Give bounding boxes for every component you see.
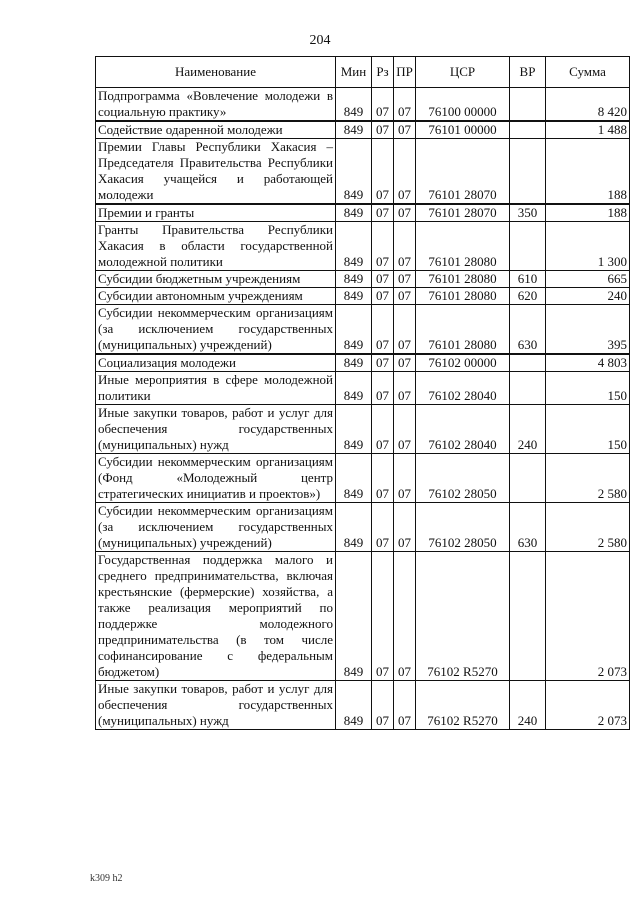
row-sum: 2 073 bbox=[546, 552, 630, 681]
row-csr: 76102 28050 bbox=[416, 454, 510, 503]
row-csr: 76101 28080 bbox=[416, 222, 510, 271]
row-vr: 350 bbox=[510, 204, 546, 222]
row-min: 849 bbox=[336, 88, 372, 122]
row-csr: 76101 00000 bbox=[416, 121, 510, 139]
table-row bbox=[96, 405, 630, 454]
row-sum: 8 420 bbox=[546, 88, 630, 122]
row-csr: 76102 28040 bbox=[416, 405, 510, 454]
table-row bbox=[96, 354, 630, 372]
header-csr: ЦСР bbox=[416, 57, 510, 88]
table-row bbox=[96, 271, 630, 288]
row-pr: 07 bbox=[394, 305, 416, 355]
row-sum: 150 bbox=[546, 405, 630, 454]
row-vr bbox=[510, 454, 546, 503]
row-pr: 07 bbox=[394, 222, 416, 271]
row-min: 849 bbox=[336, 372, 372, 405]
row-rz: 07 bbox=[372, 121, 394, 139]
row-vr bbox=[510, 354, 546, 372]
table-row bbox=[96, 503, 630, 552]
row-min: 849 bbox=[336, 121, 372, 139]
row-pr: 07 bbox=[394, 88, 416, 122]
table-row bbox=[96, 222, 630, 271]
row-vr: 620 bbox=[510, 288, 546, 305]
row-name: Премии и гранты bbox=[96, 204, 336, 222]
row-name: Субсидии некоммерческим организациям (за исключением государственных (муниципальных) учреждений) bbox=[96, 305, 336, 355]
row-csr: 76102 28050 bbox=[416, 503, 510, 552]
row-name: Социализация молодежи bbox=[96, 354, 336, 372]
header-pr: ПР bbox=[394, 57, 416, 88]
row-pr: 07 bbox=[394, 139, 416, 205]
row-sum: 150 bbox=[546, 372, 630, 405]
row-sum: 2 580 bbox=[546, 454, 630, 503]
row-csr: 76102 R5270 bbox=[416, 681, 510, 730]
table-row bbox=[96, 139, 630, 205]
row-rz: 07 bbox=[372, 288, 394, 305]
row-sum: 395 bbox=[546, 305, 630, 355]
table-row bbox=[96, 288, 630, 305]
row-csr: 76101 28070 bbox=[416, 204, 510, 222]
row-min: 849 bbox=[336, 354, 372, 372]
row-sum: 1 300 bbox=[546, 222, 630, 271]
row-sum: 188 bbox=[546, 139, 630, 205]
row-pr: 07 bbox=[394, 454, 416, 503]
header-vr: ВР bbox=[510, 57, 546, 88]
row-vr bbox=[510, 121, 546, 139]
row-name: Субсидии некоммерческим организациям (Фонд «Молодежный центр стратегических инициатив и проектов») bbox=[96, 454, 336, 503]
row-pr: 07 bbox=[394, 405, 416, 454]
row-csr: 76102 28040 bbox=[416, 372, 510, 405]
row-pr: 07 bbox=[394, 288, 416, 305]
header-rz: Рз bbox=[372, 57, 394, 88]
row-rz: 07 bbox=[372, 88, 394, 122]
row-min: 849 bbox=[336, 222, 372, 271]
row-name: Субсидии автономным учреждениям bbox=[96, 288, 336, 305]
table-row bbox=[96, 121, 630, 139]
row-pr: 07 bbox=[394, 372, 416, 405]
row-name: Субсидии бюджетным учреждениям bbox=[96, 271, 336, 288]
row-pr: 07 bbox=[394, 354, 416, 372]
table-row bbox=[96, 204, 630, 222]
row-min: 849 bbox=[336, 552, 372, 681]
row-rz: 07 bbox=[372, 305, 394, 355]
row-vr bbox=[510, 222, 546, 271]
row-rz: 07 bbox=[372, 503, 394, 552]
row-vr bbox=[510, 139, 546, 205]
table-row bbox=[96, 681, 630, 730]
row-name: Гранты Правительства Республики Хакасия в области государственной молодежной политики bbox=[96, 222, 336, 271]
table-row bbox=[96, 372, 630, 405]
row-pr: 07 bbox=[394, 552, 416, 681]
row-rz: 07 bbox=[372, 681, 394, 730]
row-min: 849 bbox=[336, 454, 372, 503]
table-row bbox=[96, 454, 630, 503]
row-csr: 76101 28080 bbox=[416, 288, 510, 305]
row-rz: 07 bbox=[372, 222, 394, 271]
footer-code: k309 h2 bbox=[90, 873, 123, 884]
header-name: Наименование bbox=[96, 57, 336, 88]
row-rz: 07 bbox=[372, 204, 394, 222]
row-sum: 240 bbox=[546, 288, 630, 305]
row-csr: 76102 00000 bbox=[416, 354, 510, 372]
row-rz: 07 bbox=[372, 552, 394, 681]
row-vr bbox=[510, 372, 546, 405]
row-name: Субсидии некоммерческим организациям (за исключением государственных (муниципальных) учреждений) bbox=[96, 503, 336, 552]
row-csr: 76101 28070 bbox=[416, 139, 510, 205]
row-vr: 630 bbox=[510, 305, 546, 355]
row-pr: 07 bbox=[394, 121, 416, 139]
row-name: Иные закупки товаров, работ и услуг для обеспечения государственных (муниципальных) нужд bbox=[96, 681, 336, 730]
row-vr bbox=[510, 88, 546, 122]
row-min: 849 bbox=[336, 271, 372, 288]
row-rz: 07 bbox=[372, 139, 394, 205]
row-rz: 07 bbox=[372, 454, 394, 503]
header-sum: Сумма bbox=[546, 57, 630, 88]
row-min: 849 bbox=[336, 288, 372, 305]
row-min: 849 bbox=[336, 204, 372, 222]
table-row bbox=[96, 552, 630, 681]
row-sum: 4 803 bbox=[546, 354, 630, 372]
row-name: Премии Главы Республики Хакасия – Председателя Правительства Республики Хакасия учащейся и работающей молодежи bbox=[96, 139, 336, 205]
row-rz: 07 bbox=[372, 405, 394, 454]
row-pr: 07 bbox=[394, 681, 416, 730]
row-pr: 07 bbox=[394, 271, 416, 288]
row-vr bbox=[510, 552, 546, 681]
row-vr: 240 bbox=[510, 681, 546, 730]
page-number: 204 bbox=[309, 33, 331, 48]
row-sum: 1 488 bbox=[546, 121, 630, 139]
table-row bbox=[96, 88, 630, 122]
row-sum: 665 bbox=[546, 271, 630, 288]
header-min: Мин bbox=[336, 57, 372, 88]
table-row bbox=[96, 305, 630, 355]
row-pr: 07 bbox=[394, 503, 416, 552]
row-vr: 610 bbox=[510, 271, 546, 288]
row-csr: 76101 28080 bbox=[416, 305, 510, 355]
row-csr: 76102 R5270 bbox=[416, 552, 510, 681]
row-min: 849 bbox=[336, 139, 372, 205]
row-min: 849 bbox=[336, 503, 372, 552]
table-header-row bbox=[96, 57, 630, 88]
row-sum: 188 bbox=[546, 204, 630, 222]
row-name: Содействие одаренной молодежи bbox=[96, 121, 336, 139]
row-min: 849 bbox=[336, 305, 372, 355]
row-rz: 07 bbox=[372, 354, 394, 372]
row-name: Иные мероприятия в сфере молодежной политики bbox=[96, 372, 336, 405]
row-csr: 76100 00000 bbox=[416, 88, 510, 122]
row-vr: 630 bbox=[510, 503, 546, 552]
row-csr: 76101 28080 bbox=[416, 271, 510, 288]
row-name: Государственная поддержка малого и среднего предпринимательства, включая крестьянские (фермерские) хозяйства, а также реализация мероприятий по поддержке молодежного предпринимательства (в том числе софинансирование с федеральным бюджетом) bbox=[96, 552, 336, 681]
row-pr: 07 bbox=[394, 204, 416, 222]
row-sum: 2 580 bbox=[546, 503, 630, 552]
row-name: Иные закупки товаров, работ и услуг для обеспечения государственных (муниципальных) нужд bbox=[96, 405, 336, 454]
row-name: Подпрограмма «Вовлечение молодежи в социальную практику» bbox=[96, 88, 336, 122]
row-rz: 07 bbox=[372, 372, 394, 405]
row-sum: 2 073 bbox=[546, 681, 630, 730]
row-vr: 240 bbox=[510, 405, 546, 454]
row-min: 849 bbox=[336, 681, 372, 730]
budget-table bbox=[95, 56, 630, 730]
row-rz: 07 bbox=[372, 271, 394, 288]
row-min: 849 bbox=[336, 405, 372, 454]
